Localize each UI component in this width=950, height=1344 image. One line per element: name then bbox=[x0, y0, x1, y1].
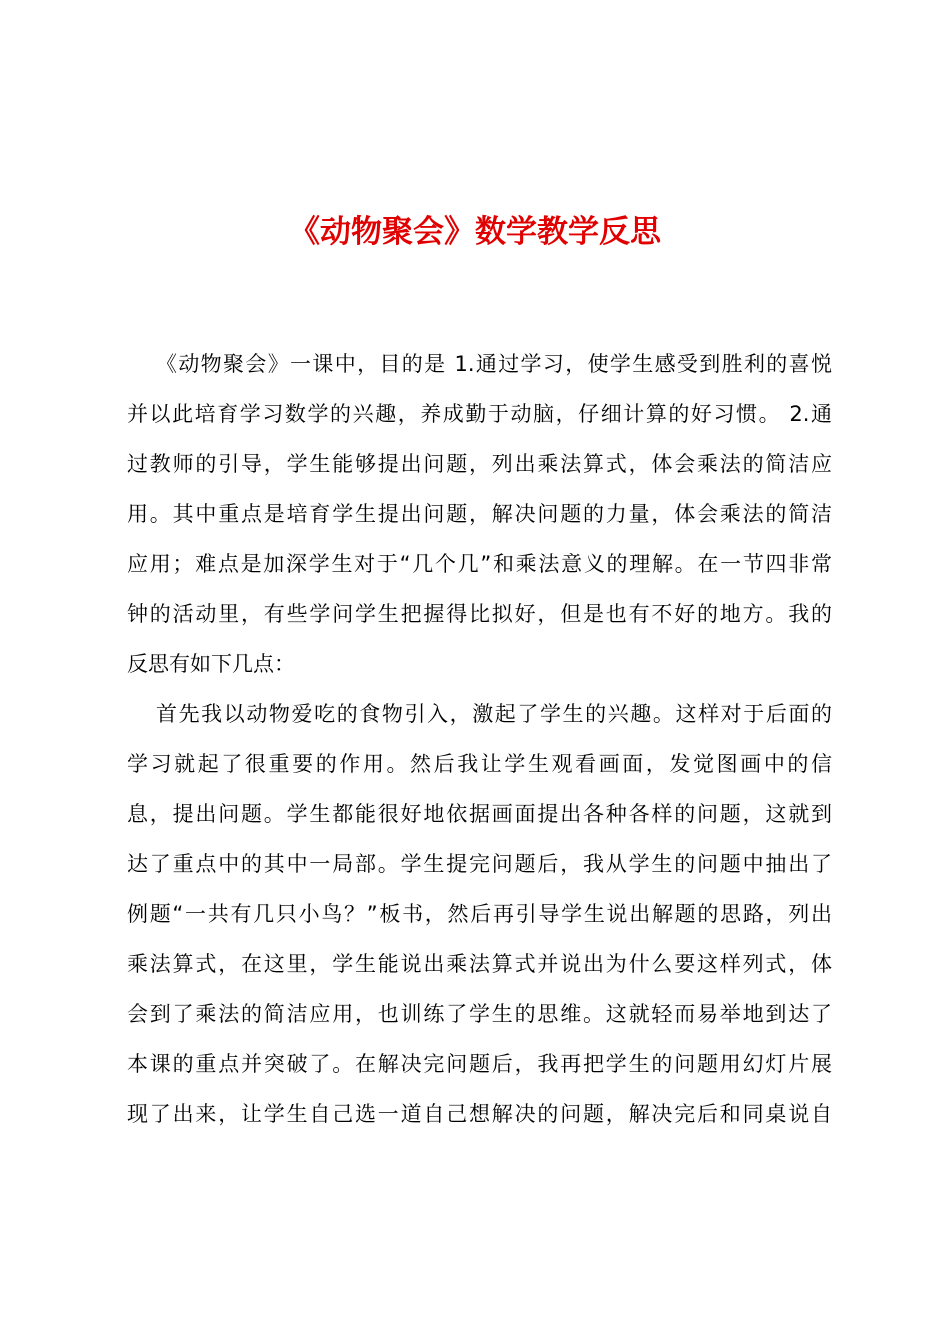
paragraph-line: 用。其中重点是培育学生提出问题，解决问题的力量，体会乘法的简洁 bbox=[127, 502, 832, 526]
paragraph-line: 乘法算式，在这里，学生能说出乘法算式并说出为什么要这样列式，体 bbox=[127, 952, 832, 976]
paragraph-line: 反思有如下几点： bbox=[127, 652, 295, 676]
document-body bbox=[127, 339, 832, 1139]
paragraph-line: 例题“一共有几只小鸟？”板书，然后再引导学生说出解题的思路，列出 bbox=[127, 902, 832, 926]
paragraph-line: 并以此培育学习数学的兴趣，养成勤于动脑，仔细计算的好习惯。 2.通 bbox=[127, 402, 832, 426]
paragraph-1 bbox=[127, 339, 832, 689]
paragraph-line: 达了重点中的其中一局部。学生提完问题后，我从学生的问题中抽出了 bbox=[127, 852, 832, 876]
document-title: 《动物聚会》数学教学反思 bbox=[289, 214, 661, 250]
paragraph-line: 现了出来，让学生自己选一道自己想解决的问题，解决完后和同桌说自 bbox=[127, 1102, 832, 1126]
paragraph-line: 息，提出问题。学生都能很好地依据画面提出各种各样的问题，这就到 bbox=[127, 802, 832, 826]
paragraph-line: 《动物聚会》一课中，目的是 1.通过学习，使学生感受到胜利的喜悦 bbox=[156, 352, 832, 376]
paragraph-line: 会到了乘法的简洁应用，也训练了学生的思维。这就轻而易举地到达了 bbox=[127, 1002, 832, 1026]
paragraph-line: 本课的重点并突破了。在解决完问题后，我再把学生的问题用幻灯片展 bbox=[127, 1052, 832, 1076]
paragraph-line: 应用；难点是加深学生对于“几个几”和乘法意义的理解。在一节四非常 bbox=[127, 552, 832, 576]
paragraph-2 bbox=[127, 689, 832, 1139]
paragraph-line: 学习就起了很重要的作用。然后我让学生观看画面，发觉图画中的信 bbox=[127, 752, 832, 776]
paragraph-line: 过教师的引导，学生能够提出问题，列出乘法算式，体会乘法的简洁应 bbox=[127, 452, 832, 476]
paragraph-line: 首先我以动物爱吃的食物引入，激起了学生的兴趣。这样对于后面的 bbox=[156, 702, 832, 726]
paragraph-line: 钟的活动里，有些学问学生把握得比拟好，但是也有不好的地方。我的 bbox=[127, 602, 832, 626]
